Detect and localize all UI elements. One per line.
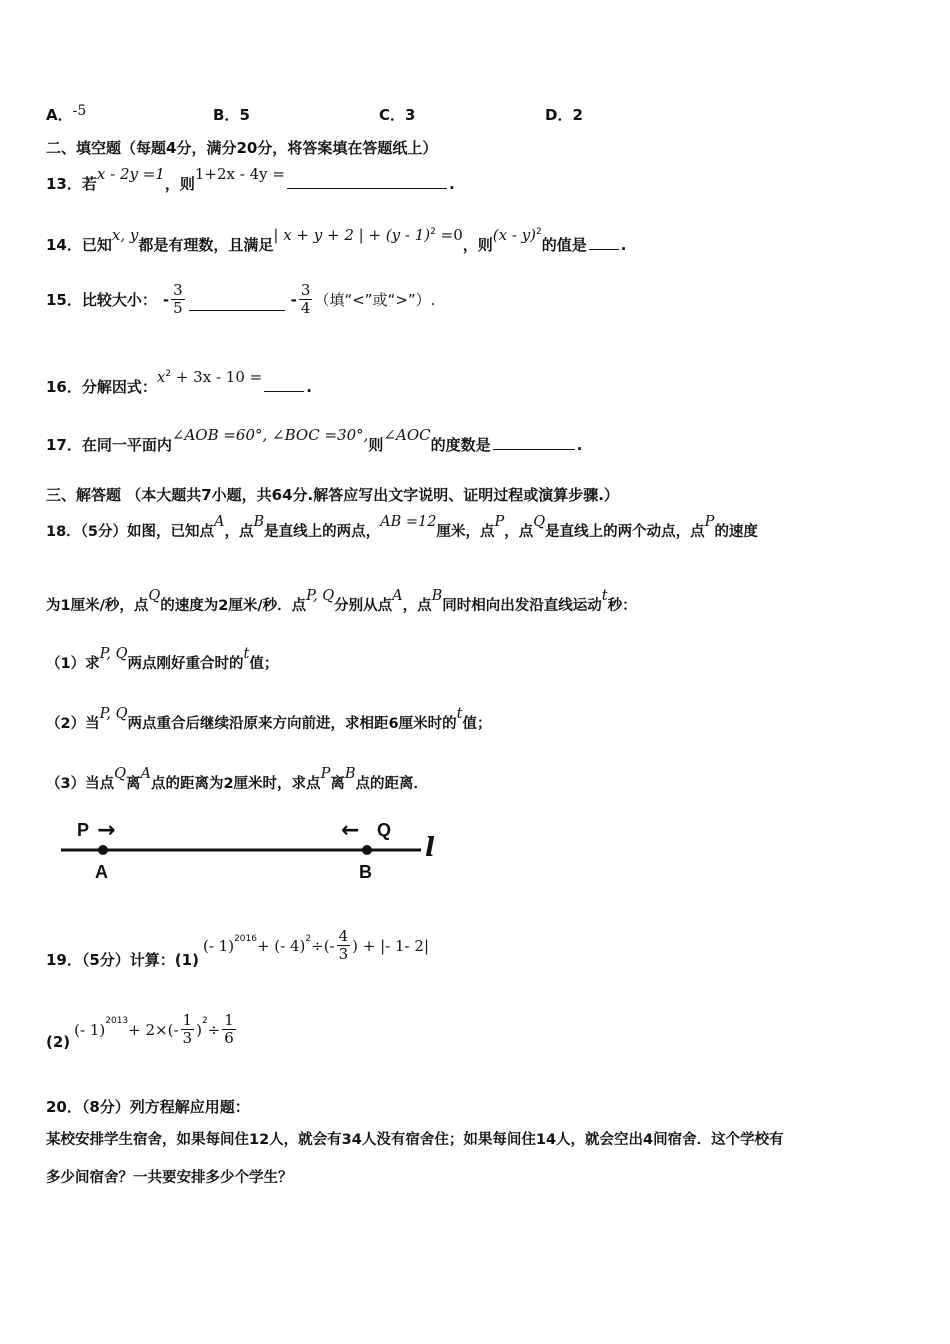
q18-text-f: 是直线上的两个动点，点 — [545, 524, 705, 540]
q18-s2-pq: P, Q — [99, 706, 128, 722]
q15-fraction2: $\frac{3}{4}$ — [300, 281, 311, 318]
question-20-line2: 多少间宿舍？一共要安排多少个学生？ — [46, 1170, 293, 1186]
q18-s1-text-b: 两点刚好重合时的 — [127, 656, 244, 672]
q15-answer-blank[interactable] — [189, 309, 285, 311]
q18-l2-text-f: 秒： — [607, 598, 637, 614]
q18-s2-text-a: （2）当 — [46, 716, 100, 732]
point-b-dot — [362, 845, 372, 855]
question-18-sub1 — [46, 642, 279, 672]
number-line-figure — [55, 812, 455, 890]
option-a — [46, 104, 86, 125]
q14-number: 14．已知 — [46, 236, 112, 254]
q19-e2b: + 2×(- — [128, 1020, 179, 1039]
q17-number: 17．在同一平面内 — [46, 436, 172, 454]
q19-fraction1: $\frac{4}{3}$ — [338, 927, 349, 964]
q18-l2-point-a: A — [392, 588, 403, 604]
label-a: A — [95, 862, 108, 882]
q18-l2-text-e: 同时相向出发沿直线运动 — [442, 598, 602, 614]
q19-e2exp: 2013 — [105, 1016, 129, 1026]
q18-text-g: 的速度 — [714, 524, 758, 540]
q18-ab: AB =12 — [380, 514, 437, 530]
q15-minus2: - — [290, 290, 297, 309]
q18-s1-text-a: （1）求 — [46, 656, 100, 672]
q18-text-c: 是直线上的两点， — [264, 524, 381, 540]
q14-end: . — [620, 236, 627, 254]
q18-s3-point-q: Q — [114, 766, 126, 782]
question-20-title: 20．（8分）列方程解应用题： — [46, 1098, 250, 1116]
q19-e1c: ÷(- — [311, 936, 335, 955]
q13-answer-blank[interactable] — [287, 187, 447, 189]
q15-number: 15．比较大小： — [46, 291, 157, 310]
q17-expr2: ∠AOC — [383, 426, 431, 444]
q18-l2-point-b: B — [431, 588, 443, 604]
option-b-label: B． — [213, 106, 240, 124]
option-c-label: C． — [379, 106, 406, 124]
option-b — [213, 104, 250, 125]
q18-text-d: 厘米，点 — [436, 524, 495, 540]
q18-point-q: Q — [533, 514, 546, 530]
q16-exp: 2 — [165, 369, 172, 379]
question-20-line1: 某校安排学生宿舍，如果每间住12人，就会有34人没有宿舍住；如果每间住14人，就会空出4间宿舍．这个学校有 — [46, 1132, 784, 1148]
point-a-dot — [98, 845, 108, 855]
q16-end: . — [306, 378, 312, 396]
q14-vars: x, y — [111, 226, 139, 244]
question-15 — [46, 282, 435, 318]
question-16 — [46, 366, 312, 396]
q19-e2a: (- 1) — [74, 1020, 106, 1039]
q18-s1-t: t — [243, 646, 250, 662]
q18-l2-text-d: ，点 — [402, 598, 432, 614]
q18-text-e: ，点 — [504, 524, 534, 540]
q16-expr-a: x — [156, 368, 166, 386]
q19-e2c: ) — [196, 1020, 202, 1039]
q18-s3-point-p: P — [320, 766, 331, 782]
q16-expr-b: + 3x - 10 = — [171, 368, 263, 386]
option-c — [379, 104, 415, 125]
q18-point-p2: P — [704, 514, 715, 530]
question-18-sub3 — [46, 762, 428, 792]
q13-end: . — [448, 175, 455, 193]
option-d — [545, 104, 583, 125]
q18-s1-text-c: 值； — [249, 656, 279, 672]
q18-text-b: ，点 — [224, 524, 254, 540]
q14-answer-blank[interactable] — [589, 248, 619, 250]
q19-lead: 19．（5分）计算：(1) — [46, 951, 199, 970]
q19-lead2: (2) — [46, 1032, 71, 1051]
q14-text3: 的值是 — [541, 236, 587, 254]
q18-s3-text-b: 离 — [125, 776, 141, 792]
q14-eq: =0 — [435, 226, 463, 244]
arrow-left-icon: ← — [341, 818, 360, 843]
q19-e2d: ÷ — [207, 1020, 221, 1039]
q18-l2-point-q: Q — [148, 588, 161, 604]
q18-l2-text-b: 的速度为2厘米/秒．点 — [160, 598, 307, 614]
q18-l2-pq: P, Q — [306, 588, 335, 604]
q13-expr1: x - 2y =1 — [96, 165, 165, 183]
section-3-heading: 三、解答题 （本大题共7小题，共64分.解答应写出文字说明、证明过程或演算步骤.） — [46, 486, 619, 504]
q16-answer-blank[interactable] — [264, 390, 304, 392]
option-a-label: A． — [46, 106, 73, 124]
q15-minus1: - — [162, 290, 170, 309]
q18-l2-text-c: 分别从点 — [334, 598, 393, 614]
q18-l2-text-a: 为1厘米/秒，点 — [46, 598, 149, 614]
option-d-label: D． — [545, 106, 573, 124]
question-18-line1 — [46, 510, 758, 540]
label-q: Q — [377, 820, 392, 840]
option-c-value: 3 — [405, 106, 416, 124]
q18-s3-text-c: 点的距离为2厘米时，求点 — [150, 776, 321, 792]
q18-s3-text-a: （3）当点 — [46, 776, 115, 792]
q13-mid: ，则 — [164, 175, 195, 193]
q19-e1b: + (- 4) — [256, 936, 306, 955]
q19-fraction3: $\frac{1}{6}$ — [224, 1011, 234, 1048]
q18-s2-text-b: 两点重合后继续沿原来方向前进，求相距6厘米时的 — [127, 716, 457, 732]
q18-s3-text-d: 离 — [330, 776, 345, 792]
q14-text1: 都是有理数，且满足 — [138, 236, 274, 254]
question-19-part2 — [46, 1011, 238, 1051]
question-14 — [46, 224, 627, 254]
q17-text2: 的度数是 — [430, 436, 491, 454]
q18-point-b: B — [253, 514, 265, 530]
q19-e1exp2: 2 — [305, 934, 312, 944]
question-19-part1 — [46, 927, 429, 970]
q18-s3-point-a: A — [140, 766, 151, 782]
q17-expr: ∠AOB =60°, ∠BOC =30°, — [171, 426, 369, 444]
question-18-line2 — [46, 584, 637, 614]
option-b-value: 5 — [239, 106, 250, 124]
q16-number: 16．分解因式： — [46, 378, 157, 396]
q19-e2exp2: 2 — [201, 1016, 208, 1026]
q18-s2-text-c: 值； — [462, 716, 492, 732]
q18-l2-t: t — [601, 588, 608, 604]
q19-e1d: ) + |- 1- 2| — [352, 936, 429, 955]
q14-expr: | x + y + 2 | + (y - 1) — [273, 226, 431, 244]
q19-e1a: (- 1) — [202, 936, 235, 955]
q18-s1-pq: P, Q — [99, 646, 128, 662]
q14-expr2: (x - y) — [492, 226, 537, 244]
q18-s3-point-b: B — [344, 766, 356, 782]
q18-point-p: P — [494, 514, 505, 530]
section-2-heading: 二、填空题（每题4分，满分20分，将答案填在答题纸上） — [46, 139, 438, 157]
q14-exp2: 2 — [536, 227, 542, 237]
label-b: B — [359, 862, 372, 882]
q15-hint: （填“<”或“>”）. — [314, 291, 436, 310]
option-d-value: 2 — [572, 106, 583, 124]
q18-s2-t: t — [456, 706, 463, 722]
q19-fraction2: $\frac{1}{3}$ — [182, 1011, 193, 1048]
question-17 — [46, 424, 583, 454]
question-13 — [46, 163, 455, 193]
arrow-right-icon: → — [97, 818, 116, 843]
q17-text1: 则 — [368, 436, 384, 454]
q17-end: . — [576, 436, 583, 454]
q13-number: 13．若 — [46, 175, 97, 193]
q14-text2: ，则 — [462, 236, 493, 254]
q17-answer-blank[interactable] — [493, 448, 575, 450]
q18-point-a: A — [214, 514, 225, 530]
q18-text-a: 18．（5分）如图，已知点 — [46, 524, 215, 540]
q13-expr2: 1+2x - 4y = — [194, 165, 285, 183]
option-a-value: -5 — [72, 103, 87, 119]
label-p: P — [77, 820, 90, 840]
label-l: l — [425, 833, 435, 863]
q15-fraction1: $\frac{3}{5}$ — [173, 281, 183, 318]
question-18-sub2 — [46, 702, 492, 732]
q14-exp: 2 — [430, 227, 436, 237]
q18-s3-text-e: 点的距离． — [355, 776, 428, 792]
q19-e1exp: 2016 — [234, 934, 257, 944]
